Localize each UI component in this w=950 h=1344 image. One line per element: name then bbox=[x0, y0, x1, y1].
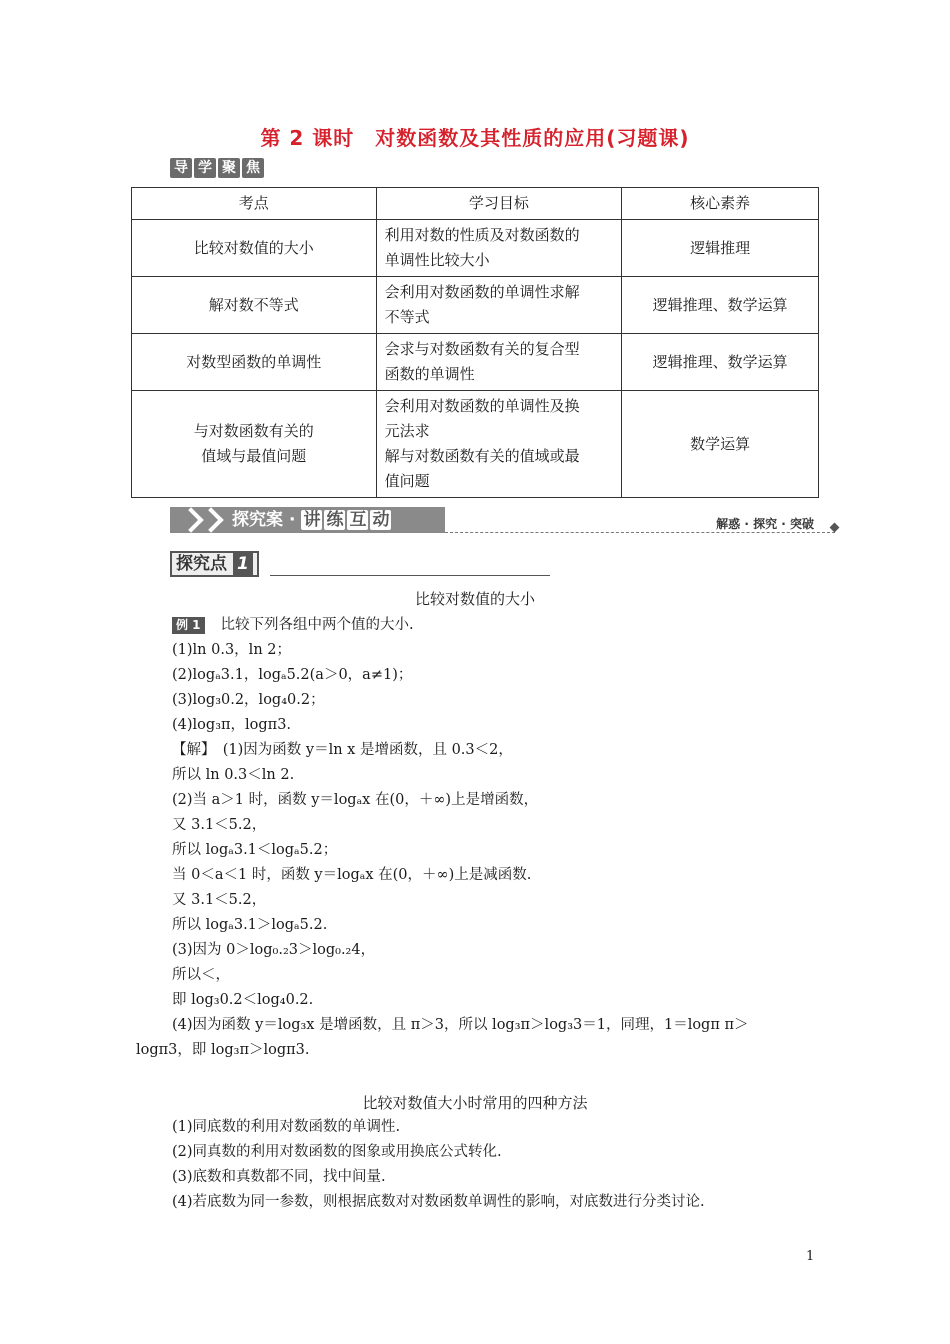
section-title: 比较对数值的大小 bbox=[414, 590, 535, 608]
table-row bbox=[132, 277, 819, 334]
goal-line: 值问题 bbox=[384, 472, 430, 490]
topic-line: 值域与最值问题 bbox=[201, 447, 307, 465]
text-line: (1)ln 0.3，ln 2； bbox=[172, 642, 291, 658]
diamond-icon bbox=[830, 523, 840, 533]
method-title: 比较对数值大小时常用的四种方法 bbox=[362, 1094, 588, 1112]
explore-point-heading bbox=[170, 551, 259, 577]
heading-underline bbox=[270, 575, 550, 576]
text-line: 又 3.1＜5.2， bbox=[172, 817, 267, 833]
banner-hl-char: 练 bbox=[326, 510, 344, 530]
goal-line: 不等式 bbox=[384, 308, 430, 326]
banner-divider bbox=[445, 532, 835, 533]
example-tag: 例 1 bbox=[172, 617, 205, 634]
badge-char: 焦 bbox=[242, 158, 264, 178]
text-line: 当 0＜a＜1 时，函数 y＝logₐx 在(0，＋∞)上是减函数. bbox=[172, 867, 532, 883]
text-line: 所以 logₐ3.1＜logₐ5.2； bbox=[172, 842, 338, 858]
table-header: 学习目标 bbox=[376, 188, 622, 220]
table-cell-literacy: 逻辑推理、数学运算 bbox=[622, 277, 819, 334]
goal-line: 函数的单调性 bbox=[384, 365, 475, 383]
banner-hl-char: 动 bbox=[372, 510, 390, 530]
text-line: (3)log₃0.2，log₄0.2； bbox=[172, 692, 325, 708]
table-header-row bbox=[132, 188, 819, 220]
badge-char: 学 bbox=[194, 158, 216, 178]
table-cell-literacy: 数学运算 bbox=[622, 391, 819, 498]
explore-point-number: 1 bbox=[233, 553, 253, 575]
explore-point-label bbox=[170, 551, 259, 577]
goal-line: 会求与对数函数有关的复合型 bbox=[384, 340, 580, 358]
page-number: 1 bbox=[806, 1249, 815, 1264]
table-cell-literacy: 逻辑推理 bbox=[622, 220, 819, 277]
goal-line: 会利用对数函数的单调性求解 bbox=[384, 283, 580, 301]
text-line: 所以 logₐ3.1＞logₐ5.2. bbox=[172, 917, 328, 933]
explore-point-text: 探究点 bbox=[176, 554, 227, 574]
text-line: logπ3，即 log₃π＞logπ3. bbox=[136, 1042, 310, 1058]
banner-left-text: 探究案 bbox=[232, 510, 283, 530]
table-header: 考点 bbox=[132, 188, 377, 220]
text-line: 所以＜， bbox=[172, 967, 230, 983]
example-line bbox=[172, 615, 414, 635]
table-cell-topic bbox=[132, 391, 377, 498]
goal-line: 利用对数的性质及对数函数的 bbox=[384, 226, 580, 244]
table-cell-goal bbox=[376, 220, 622, 277]
method-line: (4)若底数为同一参数，则根据底数对对数函数单调性的影响，对底数进行分类讨论. bbox=[172, 1194, 705, 1210]
text-line: (2)logₐ3.1，logₐ5.2(a＞0，a≠1)； bbox=[172, 667, 413, 683]
table-cell-goal bbox=[376, 334, 622, 391]
badge-char: 导 bbox=[170, 158, 192, 178]
goal-line: 解与对数函数有关的值域或最 bbox=[384, 447, 580, 465]
table-cell-topic: 解对数不等式 bbox=[132, 277, 377, 334]
table-cell-literacy: 逻辑推理、数学运算 bbox=[622, 334, 819, 391]
banner-hl-char: 互 bbox=[349, 510, 367, 530]
table-row bbox=[132, 391, 819, 498]
goal-line: 元法求 bbox=[384, 422, 430, 440]
example-text: 比较下列各组中两个值的大小. bbox=[220, 617, 414, 633]
text-line: 【解】 (1)因为函数 y＝ln x 是增函数，且 0.3＜2， bbox=[172, 742, 513, 758]
table-cell-goal bbox=[376, 391, 622, 498]
banner-hl-char: 讲 bbox=[303, 510, 321, 530]
goal-line: 单调性比较大小 bbox=[384, 251, 490, 269]
section-banner bbox=[170, 505, 840, 537]
table-row bbox=[132, 334, 819, 391]
banner-tagline: 解惑 · 探究 · 突破 bbox=[716, 517, 814, 531]
table-row bbox=[132, 220, 819, 277]
method-line: (1)同底数的利用对数函数的单调性. bbox=[172, 1119, 401, 1135]
banner-title: 探究案 · 讲 练 互 动 bbox=[232, 510, 390, 530]
table-cell-topic: 比较对数值的大小 bbox=[132, 220, 377, 277]
table-header: 核心素养 bbox=[622, 188, 819, 220]
text-line: 又 3.1＜5.2， bbox=[172, 892, 267, 908]
guide-badge bbox=[170, 158, 264, 178]
badge-char: 聚 bbox=[218, 158, 240, 178]
objectives-table bbox=[131, 187, 819, 498]
method-line: (2)同真数的利用对数函数的图象或用换底公式转化. bbox=[172, 1144, 502, 1160]
topic-line: 与对数函数有关的 bbox=[193, 422, 314, 440]
method-line: (3)底数和真数都不同，找中间量. bbox=[172, 1169, 386, 1185]
text-line: (3)因为 0＞log₀.₂3＞log₀.₂4， bbox=[172, 942, 376, 958]
page-title: 第 2 课时 对数函数及其性质的应用(习题课) bbox=[260, 126, 690, 150]
text-line: 所以 ln 0.3＜ln 2. bbox=[172, 767, 295, 783]
goal-line: 会利用对数函数的单调性及换 bbox=[384, 397, 580, 415]
table-cell-topic: 对数型函数的单调性 bbox=[132, 334, 377, 391]
text-line: 即 log₃0.2＜log₄0.2. bbox=[172, 992, 314, 1008]
text-line: (4)因为函数 y＝log₃x 是增函数，且 π＞3，所以 log₃π＞log₃3＝1，同理，1＝logπ π＞ bbox=[172, 1017, 749, 1033]
chevron-right-icon bbox=[182, 505, 222, 535]
table-cell-goal bbox=[376, 277, 622, 334]
text-line: (4)log₃π，logπ3. bbox=[172, 717, 292, 733]
text-line: (2)当 a＞1 时，函数 y＝logₐx 在(0，＋∞)上是增函数， bbox=[172, 792, 539, 808]
